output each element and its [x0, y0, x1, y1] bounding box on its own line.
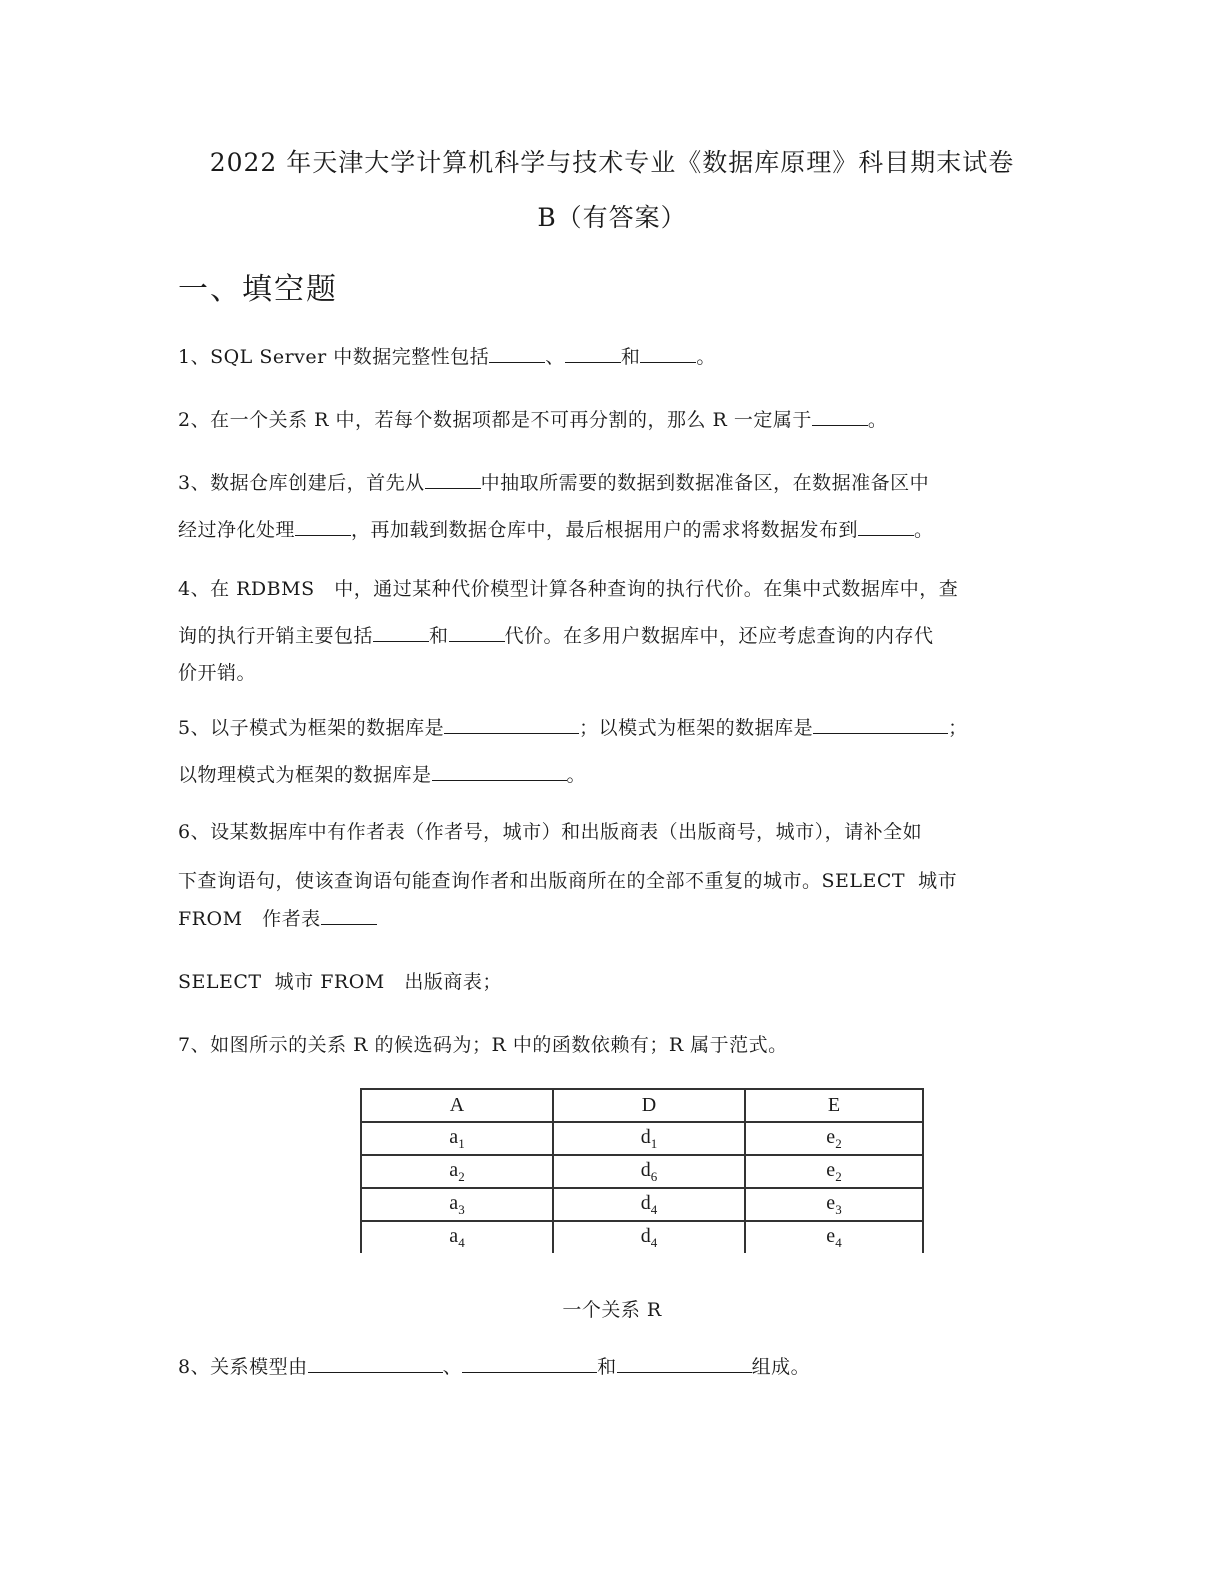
question-6-line4: SELECT 城市 FROM 出版商表； — [178, 971, 502, 993]
answer-blank — [444, 713, 579, 734]
q8-text-b: 、 — [442, 1356, 463, 1378]
cell-value: a — [449, 1158, 459, 1181]
q1-text-d: 。 — [696, 346, 716, 368]
table-cell — [745, 1221, 923, 1253]
answer-blank — [295, 515, 351, 536]
table-row — [361, 1122, 923, 1155]
cell-value: d — [640, 1224, 651, 1247]
question-6-line1: 6、设某数据库中有作者表（作者号，城市）和出版商表（出版商号，城市），请补全如 — [178, 821, 923, 843]
cell-subscript: 4 — [458, 1234, 465, 1250]
answer-blank — [489, 342, 545, 363]
q5-text-c: ； — [948, 717, 968, 739]
question-1 — [178, 342, 716, 369]
q3-text-e: 。 — [914, 519, 934, 541]
q1-text-b: 、 — [545, 346, 565, 368]
answer-blank — [449, 621, 505, 642]
table-row — [361, 1188, 923, 1221]
q8-text-d: 组成。 — [751, 1356, 811, 1378]
cell-subscript: 4 — [650, 1201, 658, 1217]
table-cell — [553, 1155, 745, 1188]
q6-text-a: FROM 作者表 — [178, 908, 321, 930]
answer-blank — [640, 342, 696, 363]
cell-value: a — [449, 1191, 459, 1214]
table-caption: 一个关系 R — [562, 1299, 662, 1321]
answer-blank — [321, 904, 377, 925]
table-cell — [745, 1155, 923, 1188]
cell-subscript: 2 — [458, 1168, 465, 1184]
question-8 — [178, 1352, 810, 1379]
question-5-line1 — [178, 713, 968, 740]
cell-subscript: 4 — [650, 1234, 658, 1250]
q1-text-a: 1、SQL Server 中数据完整性包括 — [178, 346, 490, 368]
q2-text-a: 2、在一个关系 R 中，若每个数据项都是不可再分割的，那么 R 一定属于 — [178, 409, 812, 431]
answer-blank — [432, 760, 567, 781]
question-4-line3: 价开销。 — [178, 662, 257, 684]
cell-subscript: 2 — [835, 1168, 842, 1184]
cell-subscript: 3 — [835, 1201, 842, 1217]
q1-text-c: 和 — [620, 346, 641, 368]
relation-table — [360, 1088, 924, 1253]
q8-text-a: 8、关系模型由 — [178, 1356, 308, 1378]
cell-value: d — [640, 1158, 651, 1181]
table-cell — [361, 1221, 553, 1253]
question-5-line2 — [178, 760, 586, 787]
section-heading: 一、填空题 — [178, 272, 338, 307]
answer-blank — [373, 621, 429, 642]
answer-blank — [462, 1352, 597, 1373]
table-cell — [361, 1122, 553, 1155]
cell-value: e — [826, 1158, 836, 1181]
exam-title-line2: B（有答案） — [537, 203, 687, 232]
cell-value: e — [826, 1125, 836, 1148]
table-cell — [553, 1188, 745, 1221]
answer-blank — [617, 1352, 752, 1373]
q3-text-d: ，再加载到数据仓库中，最后根据用户的需求将数据发布到 — [351, 519, 859, 541]
table-cell — [745, 1188, 923, 1221]
question-3-line1 — [178, 468, 929, 495]
cell-value: d — [640, 1191, 651, 1214]
cell-value: e — [826, 1224, 836, 1247]
cell-value: a — [449, 1224, 459, 1247]
question-4-line2 — [178, 621, 934, 648]
answer-blank — [425, 468, 481, 489]
table-row — [361, 1221, 923, 1253]
table-header-row — [361, 1089, 923, 1122]
column-header: E — [745, 1089, 923, 1122]
cell-subscript: 3 — [458, 1201, 465, 1217]
question-4-line1: 4、在 RDBMS 中，通过某种代价模型计算各种查询的执行代价。在集中式数据库中，查 — [178, 578, 959, 600]
cell-value: d — [640, 1125, 651, 1148]
cell-value: e — [826, 1191, 836, 1214]
answer-blank — [565, 342, 621, 363]
cell-subscript: 1 — [458, 1135, 465, 1151]
cell-subscript: 2 — [835, 1135, 842, 1151]
question-7: 7、如图所示的关系 R 的候选码为；R 中的函数依赖有；R 属于范式。 — [178, 1034, 788, 1056]
question-3-line2 — [178, 515, 934, 542]
cell-subscript: 6 — [650, 1168, 658, 1184]
column-header: A — [361, 1089, 553, 1122]
q3-text-b: 中抽取所需要的数据到数据准备区，在数据准备区中 — [480, 472, 930, 494]
table-cell — [553, 1122, 745, 1155]
exam-title-line1: 2022 年天津大学计算机科学与技术专业《数据库原理》科目期末试卷 — [209, 148, 1015, 177]
table-cell — [553, 1221, 745, 1253]
question-2 — [178, 405, 887, 432]
answer-blank — [812, 405, 868, 426]
table-cell — [745, 1122, 923, 1155]
question-6-line2: 下查询语句，使该查询语句能查询作者和出版商所在的全部不重复的城市。SELECT 城市 — [178, 870, 958, 892]
answer-blank — [813, 713, 948, 734]
question-6-line3 — [178, 904, 377, 931]
q2-text-b: 。 — [867, 409, 888, 431]
q4-text-b: 和 — [429, 625, 449, 647]
q4-text-c: 代价。在多用户数据库中，还应考虑查询的内存代 — [504, 625, 934, 647]
cell-subscript: 1 — [650, 1135, 658, 1151]
q3-text-a: 3、数据仓库创建后，首先从 — [178, 472, 425, 494]
answer-blank — [858, 515, 914, 536]
table-cell — [361, 1155, 553, 1188]
table-cell — [361, 1188, 553, 1221]
q3-text-c: 经过净化处理 — [178, 519, 296, 541]
q5-text-b: ；以模式为框架的数据库是 — [579, 717, 814, 739]
column-header: D — [553, 1089, 745, 1122]
answer-blank — [308, 1352, 443, 1373]
q5-text-a: 5、以子模式为框架的数据库是 — [178, 717, 445, 739]
table-row — [361, 1155, 923, 1188]
q8-text-c: 和 — [597, 1356, 617, 1378]
q5-text-d: 以物理模式为框架的数据库是 — [178, 764, 432, 786]
cell-value: a — [449, 1125, 459, 1148]
cell-subscript: 4 — [835, 1234, 842, 1250]
q5-text-e: 。 — [566, 764, 587, 786]
q4-text-a: 询的执行开销主要包括 — [178, 625, 374, 647]
